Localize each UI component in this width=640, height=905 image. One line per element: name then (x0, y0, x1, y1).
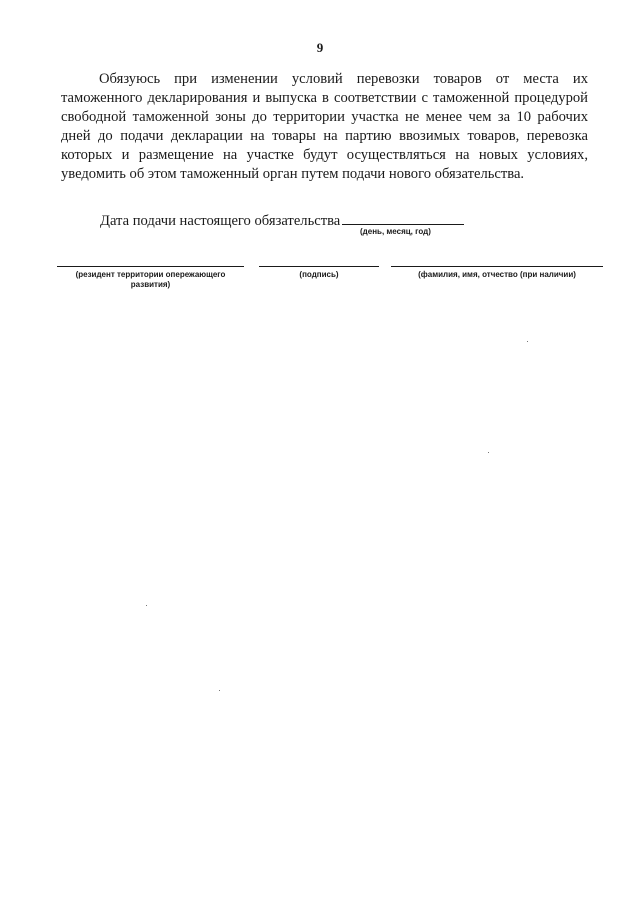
submission-date-hint: (день, месяц, год) (360, 227, 431, 236)
page-number: 9 (316, 40, 324, 55)
submission-date-label: Дата подачи настоящего обязательства (100, 213, 341, 229)
submission-date-blank[interactable] (342, 210, 464, 225)
signature-blank[interactable] (259, 266, 379, 267)
resident-caption: (резидент территории опережающего развития) (75, 270, 226, 289)
commitment-paragraph: Обязуюсь при изменении условий перевозки товаров от места их таможенного декларирования и выпуска в соответствии с таможенной процедурой свободной таможенной зоны до территории участка не менее чем за 10 рабочих дней до подачи декларации на товары на партию ввозимых товаров, перевозка которых и размещение на участке будут осуществляться на новых условиях, уведомить об этом таможенный орган путем подачи нового обязательства. (61, 71, 588, 182)
scan-speck (219, 690, 220, 691)
full-name-blank[interactable] (391, 266, 603, 267)
scan-speck (488, 452, 489, 453)
signature-caption: (подпись) (299, 270, 339, 279)
full-name-caption: (фамилия, имя, отчество (при наличии) (418, 270, 576, 279)
scan-speck (146, 605, 147, 606)
resident-signature-blank[interactable] (57, 266, 244, 267)
scan-speck (527, 341, 528, 342)
